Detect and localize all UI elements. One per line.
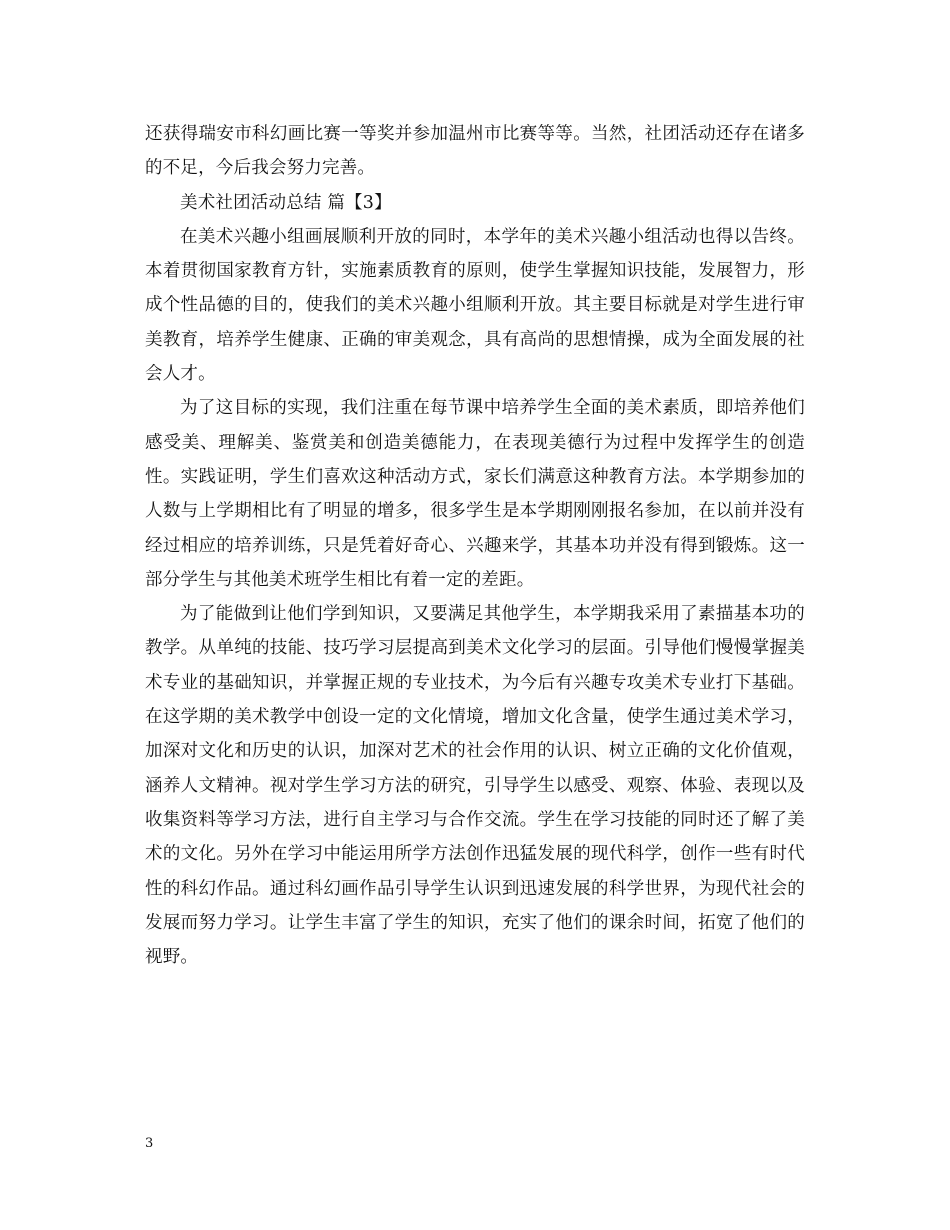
document-body [145, 117, 805, 974]
paragraph: 为了能做到让他们学到知识，又要满足其他学生，本学期我采用了素描基本功的教学。从单纯的技能、技巧学习层提高到美术文化学习的层面。引导他们慢慢掌握美术专业的基础知识，并掌握正规的专业技术，为今后有兴趣专攻美术专业打下基础。在这学期的美术教学中创设一定的文化情境，增加文化含量，使学生通过美术学习，加深对文化和历史的认识，加深对艺术的社会作用的认识、树立正确的文化价值观，涵养人文精神。视对学生学习方法的研究，引导学生以感受、观察、体验、表现以及收集资料等学习方法，进行自主学习与合作交流。学生在学习技能的同时还了解了美术的文化。另外在学习中能运用所学方法创作迅猛发展的现代科学，创作一些有时代性的科幻作品。通过科幻画作品引导学生认识到迅速发展的科学世界，为现代社会的发展而努力学习。让学生丰富了学生的知识，充实了他们的课余时间，拓宽了他们的视野。 [145, 604, 805, 968]
paragraph: 在美术兴趣小组画展顺利开放的同时，本学年的美术兴趣小组活动也得以告终。本着贯彻国家教育方针，实施素质教育的原则，使学生掌握知识技能，发展智力，形成个性品德的目的，使我们的美术兴趣小组顺利开放。其主要目标就是对学生进行审美教育，培养学生健康、正确的审美观念，具有高尚的思想情操，成为全面发展的社会人才。 [145, 226, 805, 385]
paragraph-continuation: 还获得瑞安市科幻画比赛一等奖并参加温州市比赛等等。当然，社团活动还存在诸多的不足，今后我会努力完善。 [145, 124, 805, 179]
page-number: 3 [145, 1136, 154, 1151]
paragraph: 为了这目标的实现，我们注重在每节课中培养学生全面的美术素质，即培养他们感受美、理解美、鉴赏美和创造美德能力，在表现美德行为过程中发挥学生的创造性。实践证明，学生们喜欢这种活动方式，家长们满意这种教育方法。本学期参加的人数与上学期相比有了明显的增多，很多学生是本学期刚刚报名参加，在以前并没有经过相应的培养训练，只是凭着好奇心、兴趣来学，其基本功并没有得到锻炼。这一部分学生与其他美术班学生相比有着一定的差距。 [145, 398, 805, 590]
section-heading: 美术社团活动总结 篇【3】 [180, 192, 392, 213]
